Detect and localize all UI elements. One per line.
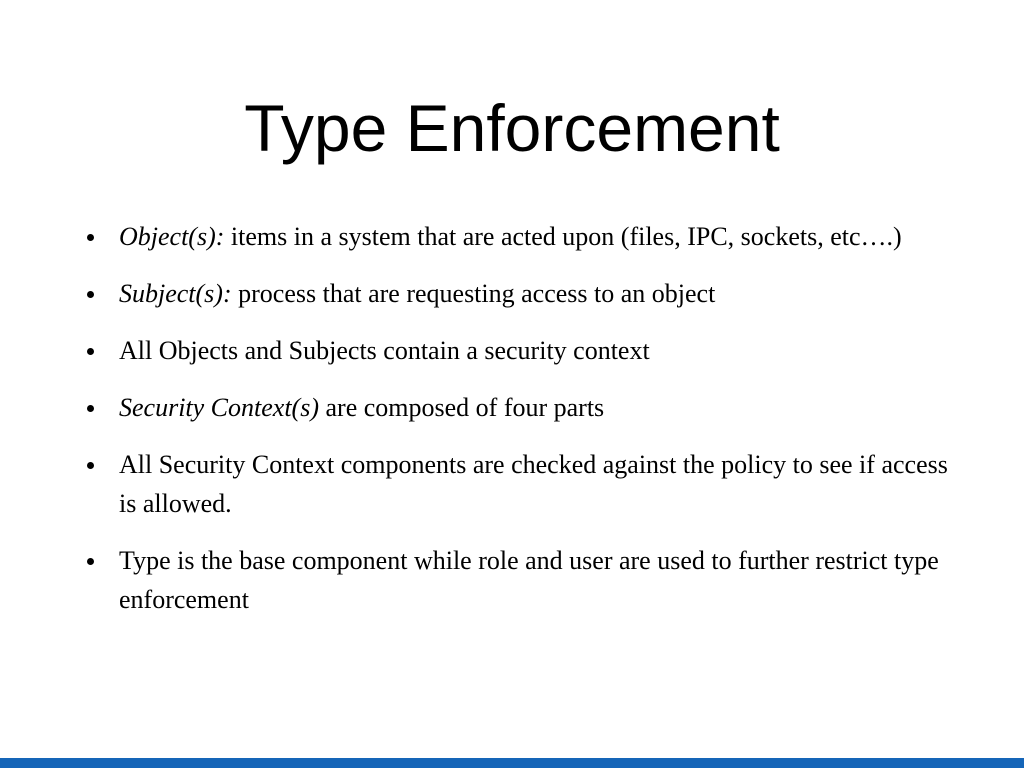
bullet-text: All Objects and Subjects contain a security context (119, 336, 650, 365)
bullet-item-type-component (84, 541, 954, 619)
bullet-item-policy-check (84, 445, 954, 523)
bullet-dot-icon (87, 405, 94, 412)
slide-title: Type Enforcement (244, 91, 780, 165)
footer-bar (0, 758, 1024, 768)
bullet-text: items in a system that are acted upon (files, IPC, sockets, etc….) (224, 222, 902, 251)
bullet-dot-icon (87, 462, 94, 469)
bullet-text: Type is the base component while role and user are used to further restrict type enforcement (119, 546, 939, 614)
bullet-text: process that are requesting access to an object (231, 279, 716, 308)
bullet-list (84, 217, 954, 637)
bullet-item-context-parts (84, 388, 954, 427)
bullet-text: All Security Context components are checked against the policy to see if access is allowed. (119, 450, 948, 518)
bullet-term: Subject(s): (119, 279, 232, 308)
bullet-item-objects (84, 217, 954, 256)
bullet-text: are composed of four parts (319, 393, 605, 422)
bullet-term: Object(s): (119, 222, 225, 251)
bullet-dot-icon (87, 234, 94, 241)
bullet-item-security-context (84, 331, 954, 370)
bullet-dot-icon (87, 348, 94, 355)
bullet-dot-icon (87, 291, 94, 298)
bullet-term: Security Context(s) (119, 393, 319, 422)
bullet-dot-icon (87, 558, 94, 565)
bullet-item-subjects (84, 274, 954, 313)
